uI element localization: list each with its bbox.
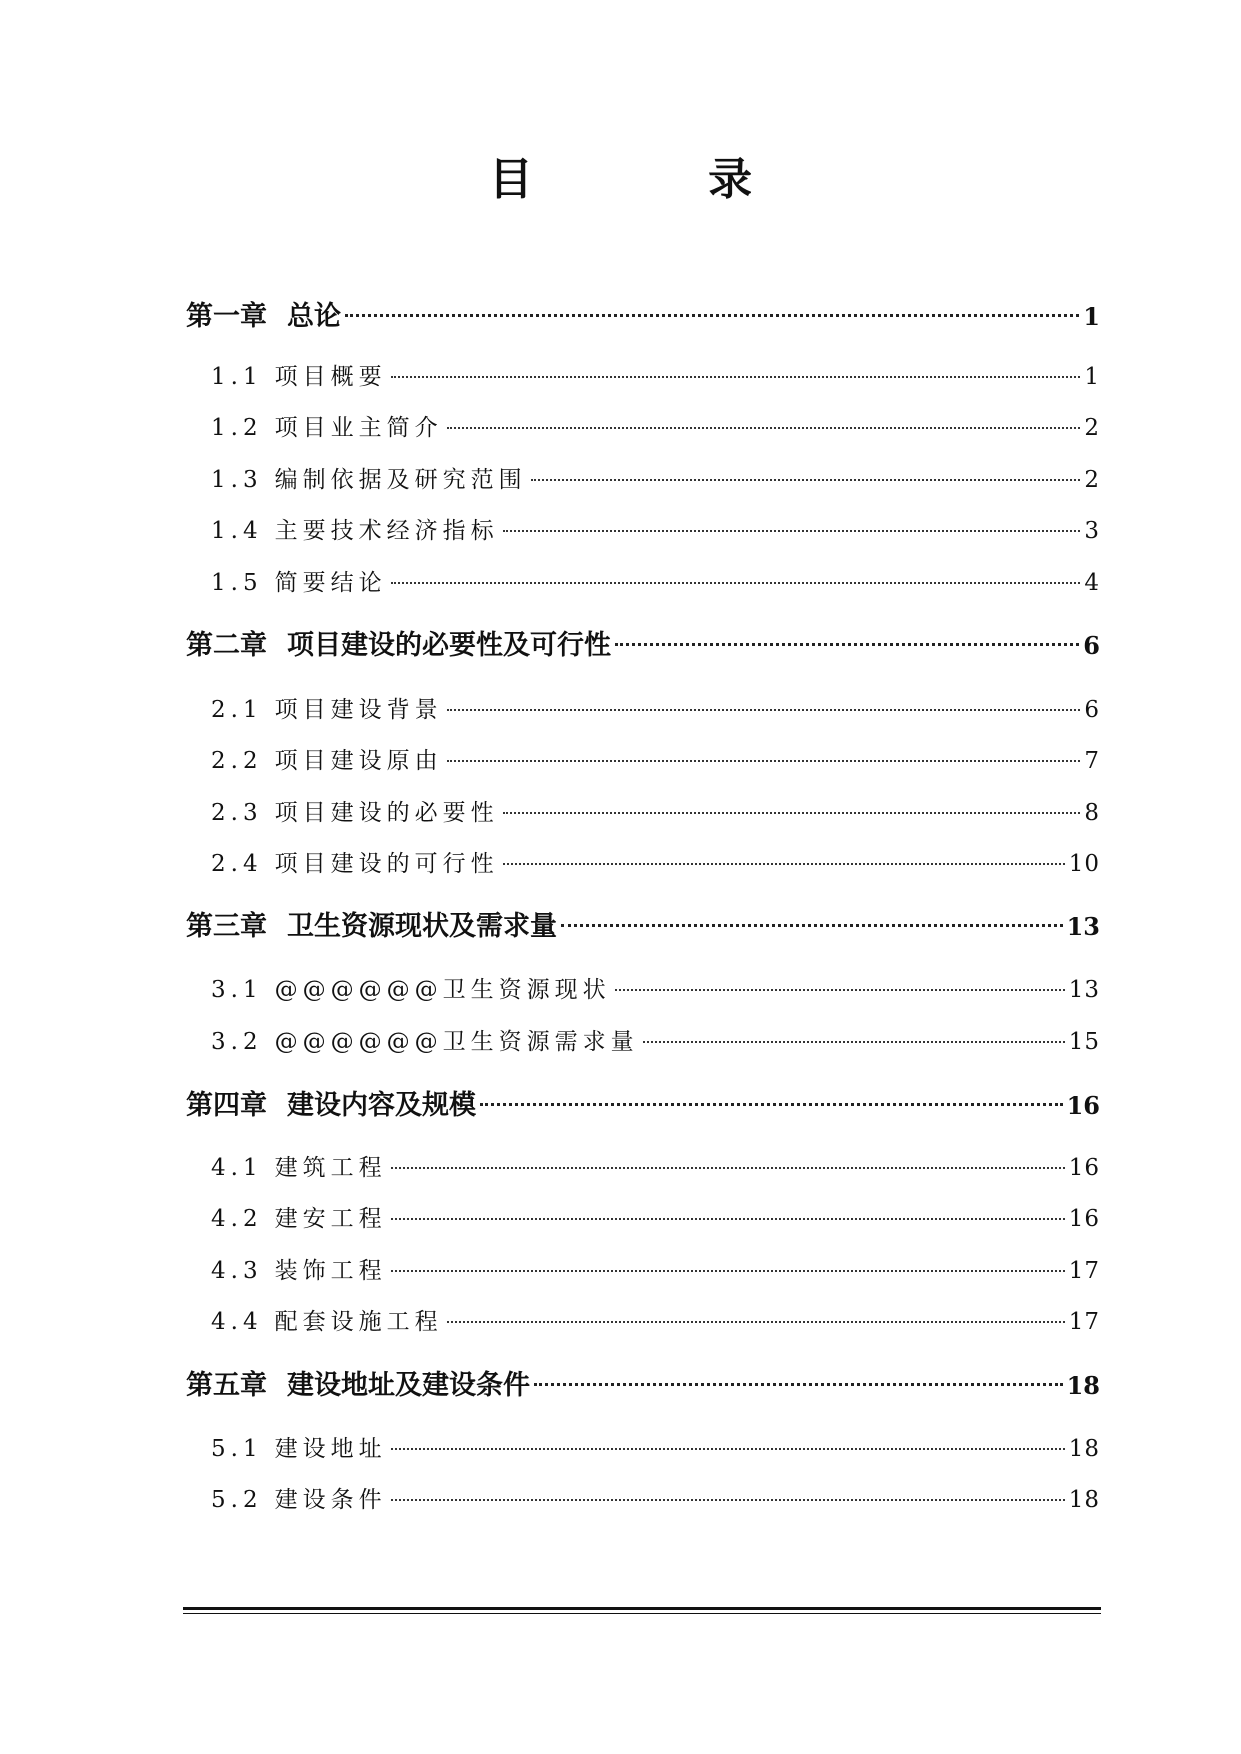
toc-section-number: 2.3 (211, 800, 263, 826)
toc-section-2-1[interactable] (211, 693, 1100, 727)
toc-chapter-1[interactable] (186, 297, 1100, 337)
toc-page-number: 17 (1068, 1309, 1100, 1335)
toc-section-title: 项目概要 (274, 364, 387, 390)
toc-dot-leader (561, 923, 1063, 927)
toc-page-number: 15 (1068, 1029, 1100, 1055)
toc-section-4-1[interactable] (211, 1151, 1100, 1185)
toc-section-3-1[interactable] (211, 973, 1100, 1007)
toc-chapter-title: 建设地址及建设条件 (287, 1370, 530, 1401)
toc-section-title: 建设地址 (274, 1436, 387, 1462)
toc-section-title: 建安工程 (274, 1206, 387, 1232)
toc-dot-leader (447, 1320, 1065, 1323)
toc-section-1-2[interactable] (211, 411, 1100, 445)
toc-section-title: 项目建设的可行性 (274, 851, 499, 877)
toc-section-title: 项目建设背景 (274, 697, 443, 723)
toc-page-number: 1 (1083, 302, 1100, 331)
toc-dot-leader (391, 375, 1081, 378)
footer-rule (183, 1607, 1101, 1610)
toc-section-number: 1.5 (211, 570, 263, 596)
toc-page-number: 16 (1066, 1091, 1100, 1120)
toc-section-title: 主要技术经济指标 (274, 518, 499, 544)
toc-section-number: 2.2 (211, 748, 263, 774)
toc-section-number: 5.1 (211, 1436, 263, 1462)
footer-rule-thin (183, 1613, 1101, 1614)
toc-chapter-title: 建设内容及规模 (287, 1090, 476, 1121)
toc-page-number: 2 (1084, 415, 1100, 441)
toc-section-title: 建设条件 (274, 1487, 387, 1513)
toc-dot-leader (480, 1102, 1063, 1106)
toc-section-number: 3.1 (211, 977, 263, 1003)
toc-page-number: 16 (1068, 1155, 1100, 1181)
toc-chapter-title: 项目建设的必要性及可行性 (287, 630, 611, 661)
toc-page-number: 3 (1084, 518, 1100, 544)
toc-dot-leader (391, 581, 1081, 584)
toc-section-number: 3.2 (211, 1029, 263, 1055)
toc-section-5-1[interactable] (211, 1432, 1100, 1466)
toc-page-number: 2 (1084, 467, 1100, 493)
toc-section-number: 1.4 (211, 518, 263, 544)
toc-section-number: 2.4 (211, 851, 263, 877)
toc-chapter-5[interactable] (186, 1366, 1100, 1406)
toc-section-2-4[interactable] (211, 847, 1100, 881)
toc-chapter-title: 总论 (287, 301, 341, 332)
toc-page-number: 16 (1068, 1206, 1100, 1232)
toc-page-number: 18 (1068, 1436, 1100, 1462)
toc-page-number: 8 (1084, 800, 1100, 826)
toc-section-number: 2.1 (211, 697, 263, 723)
toc-section-title: @@@@@@卫生资源需求量 (274, 1029, 639, 1055)
toc-section-title: 编制依据及研究范围 (274, 467, 527, 493)
toc-dot-leader (503, 862, 1065, 865)
toc-dot-leader (391, 1498, 1065, 1501)
toc-dot-leader (391, 1217, 1065, 1220)
toc-section-4-4[interactable] (211, 1305, 1100, 1339)
toc-section-title: 项目建设原由 (274, 748, 443, 774)
toc-chapter-4[interactable] (186, 1086, 1100, 1126)
toc-section-1-3[interactable] (211, 463, 1100, 497)
toc-page-number: 7 (1084, 748, 1100, 774)
toc-dot-leader (391, 1447, 1065, 1450)
toc-section-1-4[interactable] (211, 514, 1100, 548)
toc-chapter-number: 第一章 (186, 301, 267, 332)
toc-chapter-number: 第二章 (186, 630, 267, 661)
toc-section-1-1[interactable] (211, 360, 1100, 394)
toc-dot-leader (391, 1166, 1065, 1169)
toc-dot-leader (447, 426, 1081, 429)
toc-section-number: 4.1 (211, 1155, 263, 1181)
toc-page-number: 18 (1066, 1371, 1100, 1400)
toc-chapter-title: 卫生资源现状及需求量 (287, 911, 557, 942)
toc-dot-leader (391, 1269, 1065, 1272)
toc-dot-leader (503, 529, 1081, 532)
toc-page-number: 18 (1068, 1487, 1100, 1513)
toc-section-number: 1.1 (211, 364, 263, 390)
toc-section-number: 5.2 (211, 1487, 263, 1513)
toc-dot-leader (615, 642, 1079, 646)
toc-chapter-number: 第四章 (186, 1090, 267, 1121)
toc-dot-leader (643, 1040, 1065, 1043)
toc-section-number: 4.2 (211, 1206, 263, 1232)
toc-section-title: 建筑工程 (274, 1155, 387, 1181)
toc-section-title: 项目建设的必要性 (274, 800, 499, 826)
toc-section-1-5[interactable] (211, 566, 1100, 600)
toc-page-number: 6 (1083, 631, 1100, 660)
toc-dot-leader (615, 988, 1065, 991)
toc-section-number: 1.2 (211, 415, 263, 441)
toc-dot-leader (531, 478, 1081, 481)
toc-dot-leader (447, 759, 1081, 762)
toc-dot-leader (447, 708, 1081, 711)
toc-chapter-number: 第五章 (186, 1370, 267, 1401)
toc-dot-leader (534, 1382, 1063, 1386)
toc-section-5-2[interactable] (211, 1483, 1100, 1517)
toc-section-title: 项目业主简介 (274, 415, 443, 441)
toc-section-title: 装饰工程 (274, 1258, 387, 1284)
toc-page-number: 13 (1066, 912, 1100, 941)
toc-page-number: 17 (1068, 1258, 1100, 1284)
toc-section-4-3[interactable] (211, 1254, 1100, 1288)
toc-section-number: 4.4 (211, 1309, 263, 1335)
toc-section-3-2[interactable] (211, 1025, 1100, 1059)
toc-section-number: 4.3 (211, 1258, 263, 1284)
page-title: 目 录 (488, 154, 833, 205)
toc-page-number: 6 (1084, 697, 1100, 723)
toc-section-2-3[interactable] (211, 796, 1100, 830)
toc-section-title: 配套设施工程 (274, 1309, 443, 1335)
toc-section-2-2[interactable] (211, 744, 1100, 778)
toc-dot-leader (345, 313, 1079, 317)
toc-dot-leader (503, 811, 1081, 814)
toc-section-4-2[interactable] (211, 1202, 1100, 1236)
toc-section-number: 1.3 (211, 467, 263, 493)
toc-page-number: 13 (1068, 977, 1100, 1003)
toc-chapter-number: 第三章 (186, 911, 267, 942)
toc-page-number: 4 (1084, 570, 1100, 596)
toc-section-title: 简要结论 (274, 570, 387, 596)
toc-chapter-2[interactable] (186, 626, 1100, 666)
toc-page-number: 1 (1084, 364, 1100, 390)
toc-page-number: 10 (1068, 851, 1100, 877)
toc-section-title: @@@@@@卫生资源现状 (274, 977, 611, 1003)
toc-chapter-3[interactable] (186, 907, 1100, 947)
